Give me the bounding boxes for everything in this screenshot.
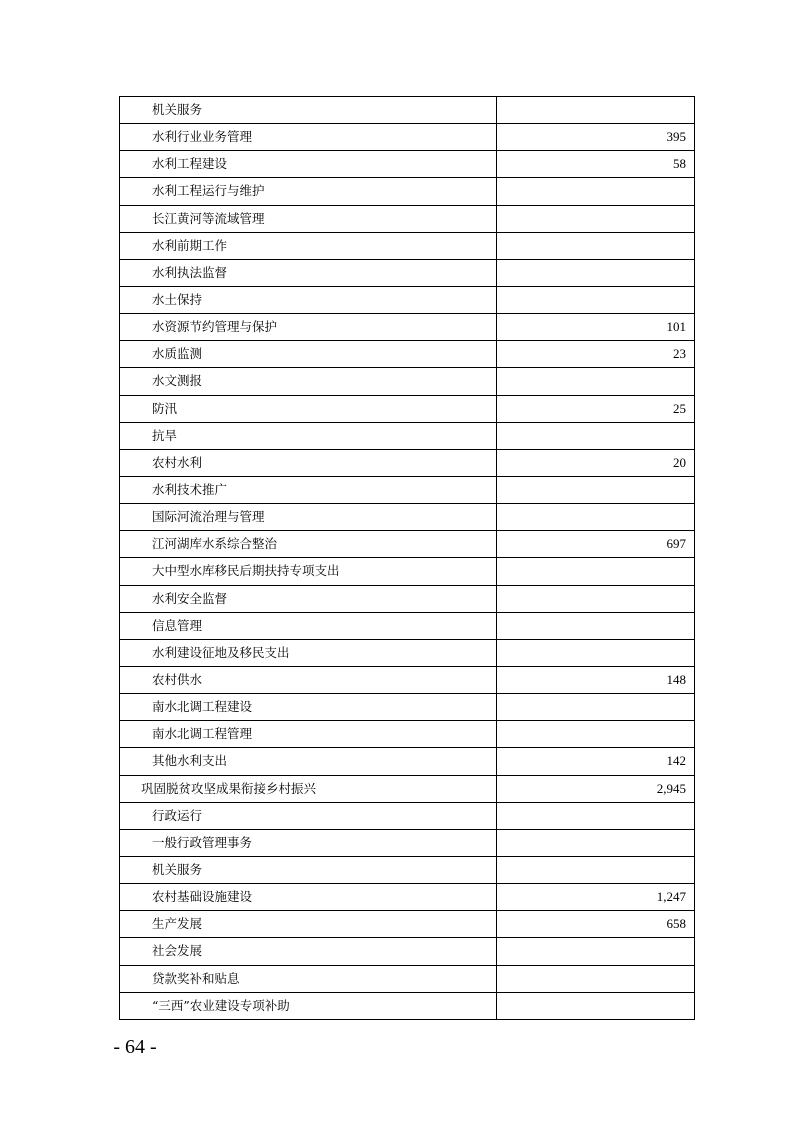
row-amount xyxy=(497,232,695,259)
row-item-name: 抗旱 xyxy=(120,422,497,449)
table-row xyxy=(120,666,695,693)
row-amount: 25 xyxy=(497,395,695,422)
table-row xyxy=(120,829,695,856)
table-row xyxy=(120,748,695,775)
table-row xyxy=(120,504,695,531)
row-amount xyxy=(497,205,695,232)
row-item-name: 防汛 xyxy=(120,395,497,422)
table-row xyxy=(120,965,695,992)
row-amount xyxy=(497,639,695,666)
table-row xyxy=(120,884,695,911)
row-item-name: 大中型水库移民后期扶持专项支出 xyxy=(120,558,497,585)
row-amount: 101 xyxy=(497,314,695,341)
table-row xyxy=(120,151,695,178)
row-item-name: “三西”农业建设专项补助 xyxy=(120,992,497,1019)
row-item-name: 水利建设征地及移民支出 xyxy=(120,639,497,666)
row-item-name: 农村基础设施建设 xyxy=(120,884,497,911)
table-row xyxy=(120,449,695,476)
row-item-name: 水利技术推广 xyxy=(120,476,497,503)
row-amount: 395 xyxy=(497,124,695,151)
row-item-name: 水资源节约管理与保护 xyxy=(120,314,497,341)
table-row xyxy=(120,775,695,802)
table-row xyxy=(120,612,695,639)
row-item-name: 南水北调工程管理 xyxy=(120,721,497,748)
row-item-name: 巩固脱贫攻坚成果衔接乡村振兴 xyxy=(120,775,497,802)
row-amount: 148 xyxy=(497,666,695,693)
table-row xyxy=(120,721,695,748)
row-item-name: 农村水利 xyxy=(120,449,497,476)
table-row xyxy=(120,422,695,449)
row-item-name: 水文测报 xyxy=(120,368,497,395)
row-item-name: 水质监测 xyxy=(120,341,497,368)
table-row xyxy=(120,314,695,341)
row-item-name: 水利安全监督 xyxy=(120,585,497,612)
table-row xyxy=(120,694,695,721)
row-item-name: 长江黄河等流域管理 xyxy=(120,205,497,232)
table-row xyxy=(120,476,695,503)
row-item-name: 水利行业业务管理 xyxy=(120,124,497,151)
page-number: - 64 - xyxy=(113,1036,157,1058)
row-amount xyxy=(497,856,695,883)
row-amount xyxy=(497,286,695,313)
row-item-name: 信息管理 xyxy=(120,612,497,639)
row-amount xyxy=(497,558,695,585)
row-amount xyxy=(497,694,695,721)
row-amount: 658 xyxy=(497,911,695,938)
row-amount xyxy=(497,938,695,965)
row-item-name: 江河湖库水系综合整治 xyxy=(120,531,497,558)
row-item-name: 其他水利支出 xyxy=(120,748,497,775)
table-row xyxy=(120,232,695,259)
row-item-name: 国际河流治理与管理 xyxy=(120,504,497,531)
row-amount xyxy=(497,504,695,531)
table-row xyxy=(120,124,695,151)
row-item-name: 南水北调工程建设 xyxy=(120,694,497,721)
budget-table-body xyxy=(120,97,695,1020)
table-row xyxy=(120,97,695,124)
row-amount: 2,945 xyxy=(497,775,695,802)
row-item-name: 社会发展 xyxy=(120,938,497,965)
table-row xyxy=(120,558,695,585)
row-item-name: 水利前期工作 xyxy=(120,232,497,259)
table-row xyxy=(120,938,695,965)
row-amount: 23 xyxy=(497,341,695,368)
table-row xyxy=(120,802,695,829)
row-amount: 20 xyxy=(497,449,695,476)
row-item-name: 行政运行 xyxy=(120,802,497,829)
table-row xyxy=(120,205,695,232)
row-item-name: 水利工程运行与维护 xyxy=(120,178,497,205)
row-amount xyxy=(497,585,695,612)
table-row xyxy=(120,368,695,395)
row-item-name: 水利工程建设 xyxy=(120,151,497,178)
row-amount xyxy=(497,422,695,449)
row-amount xyxy=(497,476,695,503)
row-amount: 142 xyxy=(497,748,695,775)
row-amount xyxy=(497,992,695,1019)
row-amount xyxy=(497,965,695,992)
row-item-name: 一般行政管理事务 xyxy=(120,829,497,856)
row-item-name: 水利执法监督 xyxy=(120,259,497,286)
table-row xyxy=(120,286,695,313)
table-row xyxy=(120,911,695,938)
row-item-name: 农村供水 xyxy=(120,666,497,693)
row-amount xyxy=(497,259,695,286)
row-item-name: 机关服务 xyxy=(120,856,497,883)
row-amount xyxy=(497,178,695,205)
table-row xyxy=(120,992,695,1019)
table-row xyxy=(120,395,695,422)
row-amount xyxy=(497,368,695,395)
row-amount xyxy=(497,721,695,748)
row-amount: 697 xyxy=(497,531,695,558)
budget-table xyxy=(119,96,695,1020)
table-row xyxy=(120,341,695,368)
row-item-name: 生产发展 xyxy=(120,911,497,938)
table-row xyxy=(120,178,695,205)
table-row xyxy=(120,639,695,666)
table-row xyxy=(120,259,695,286)
table-row xyxy=(120,856,695,883)
row-item-name: 机关服务 xyxy=(120,97,497,124)
row-amount: 1,247 xyxy=(497,884,695,911)
row-amount xyxy=(497,802,695,829)
row-amount: 58 xyxy=(497,151,695,178)
row-amount xyxy=(497,97,695,124)
table-row xyxy=(120,531,695,558)
row-amount xyxy=(497,612,695,639)
row-item-name: 水土保持 xyxy=(120,286,497,313)
table-row xyxy=(120,585,695,612)
row-item-name: 贷款奖补和贴息 xyxy=(120,965,497,992)
row-amount xyxy=(497,829,695,856)
